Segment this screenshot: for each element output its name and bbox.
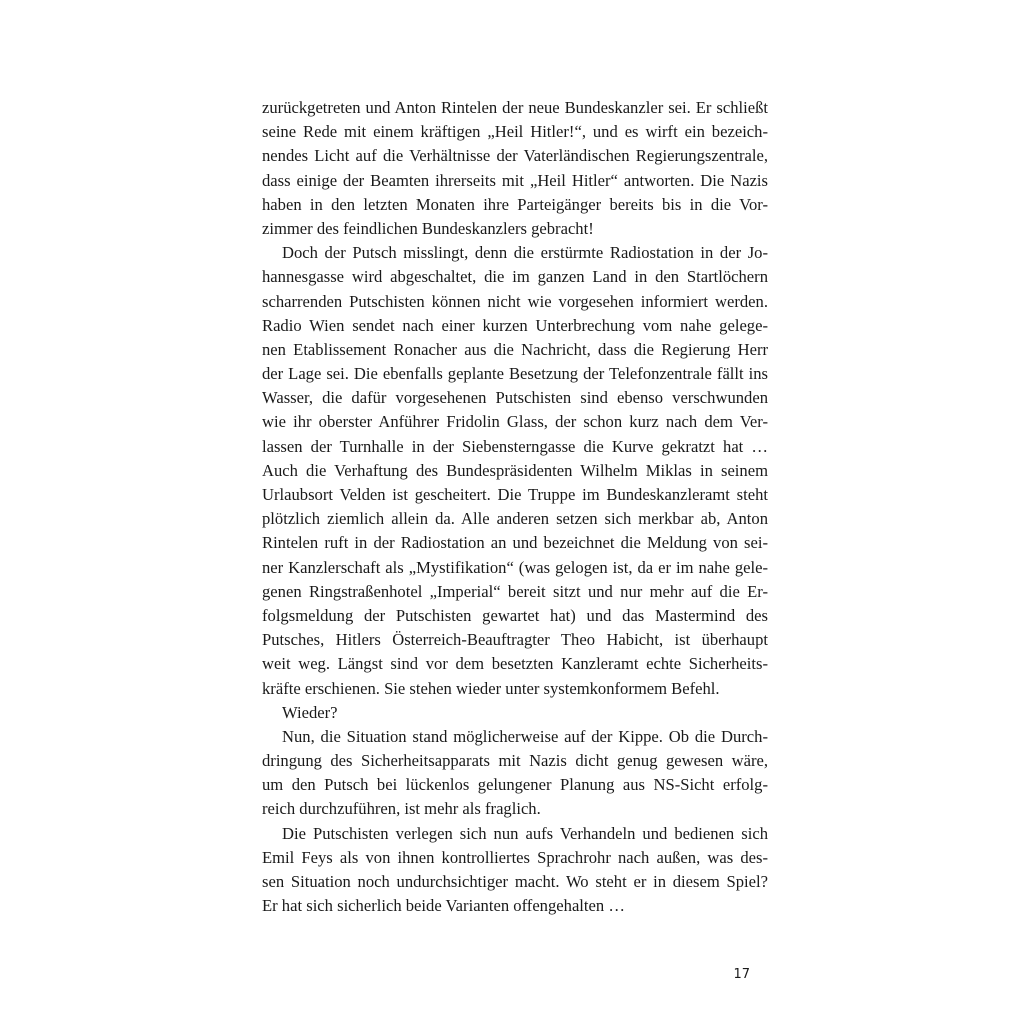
text-line: lassen der Turnhalle in der Siebensterngasse die Kurve gekratzt hat …: [262, 436, 768, 456]
body-text: [262, 96, 768, 918]
text-line: nendes Licht auf die Verhältnisse der Vaterländischen Regierungszentrale,: [262, 146, 768, 166]
text-line: weit weg. Längst sind vor dem besetzten Kanzleramt echte Sicherheits-: [262, 654, 768, 674]
text-line: der Lage sei. Die ebenfalls geplante Besetzung der Telefonzentrale fällt ins: [262, 364, 768, 384]
paragraph: [262, 701, 768, 725]
text-line: zimmer des feindlichen Bundeskanzlers gebracht!: [262, 218, 594, 238]
text-line: Die Putschisten verlegen sich nun aufs Verhandeln und bedienen sich: [282, 823, 768, 843]
text-line: Nun, die Situation stand möglicherweise auf der Kippe. Ob die Durch-: [282, 726, 768, 746]
text-line: Doch der Putsch misslingt, denn die erstürmte Radiostation in der Jo-: [282, 243, 768, 263]
text-line: um den Putsch bei lückenlos gelungener Planung aus NS-Sicht erfolg-: [262, 775, 768, 795]
paragraph: [262, 822, 768, 919]
text-line: hannesgasse wird abgeschaltet, die im ganzen Land in den Startlöchern: [262, 267, 768, 287]
text-line: nen Etablissement Ronacher aus die Nachricht, dass die Regierung Herr: [262, 339, 768, 359]
text-line: dringung des Sicherheitsapparats mit Nazis dicht genug gewesen wäre,: [262, 751, 768, 771]
page-number: 17: [733, 967, 750, 982]
text-line: zurückgetreten und Anton Rintelen der neue Bundeskanzler sei. Er schließt: [262, 98, 768, 117]
text-line: scharrenden Putschisten können nicht wie vorgesehen informiert werden.: [262, 291, 768, 311]
text-line: Er hat sich sicherlich beide Varianten offengehalten …: [262, 896, 625, 916]
text-line: Radio Wien sendet nach einer kurzen Unterbrechung vom nahe gelege-: [262, 315, 768, 335]
text-line: Emil Feys als von ihnen kontrolliertes Sprachrohr nach außen, was des-: [262, 847, 768, 867]
text-line: Putsches, Hitlers Österreich-Beauftragter Theo Habicht, ist überhaupt: [262, 630, 768, 650]
text-line: seine Rede mit einem kräftigen „Heil Hitler!“, und es wirft ein bezeich-: [262, 122, 768, 142]
text-line: haben in den letzten Monaten ihre Parteigänger bereits bis in die Vor-: [262, 194, 768, 214]
text-line: genen Ringstraßenhotel „Imperial“ bereit sitzt und nur mehr auf die Er-: [262, 581, 768, 601]
text-line: Auch die Verhaftung des Bundespräsidenten Wilhelm Miklas in seinem: [262, 460, 768, 480]
text-line: ner Kanzlerschaft als „Mystifikation“ (was gelogen ist, da er im nahe gele-: [262, 557, 768, 577]
text-line: dass einige der Beamten ihrerseits mit „Heil Hitler“ antworten. Die Nazis: [262, 170, 768, 190]
text-line: reich durchzuführen, ist mehr als fraglich.: [262, 799, 541, 819]
text-line: wie ihr oberster Anführer Fridolin Glass, der schon kurz nach dem Ver-: [262, 412, 768, 432]
paragraph: [262, 725, 768, 822]
text-line: Rintelen ruft in der Radiostation an und bezeichnet die Meldung von sei-: [262, 533, 768, 553]
text-line: folgsmeldung der Putschisten gewartet hat) und das Mastermind des: [262, 605, 768, 625]
text-line: kräfte erschienen. Sie stehen wieder unter systemkonformem Befehl.: [262, 678, 720, 698]
text-line: sen Situation noch undurchsichtiger macht. Wo steht er in diesem Spiel?: [262, 872, 768, 891]
paragraph: [262, 96, 768, 241]
text-line: Urlaubsort Velden ist gescheitert. Die Truppe im Bundeskanzleramt steht: [262, 485, 768, 504]
text-line: plötzlich ziemlich allein da. Alle anderen setzen sich merkbar ab, Anton: [262, 509, 768, 529]
text-line: Wieder?: [282, 702, 338, 722]
text-line: Wasser, die dafür vorgesehenen Putschisten sind ebenso verschwunden: [262, 388, 768, 408]
paragraph: [262, 241, 768, 701]
